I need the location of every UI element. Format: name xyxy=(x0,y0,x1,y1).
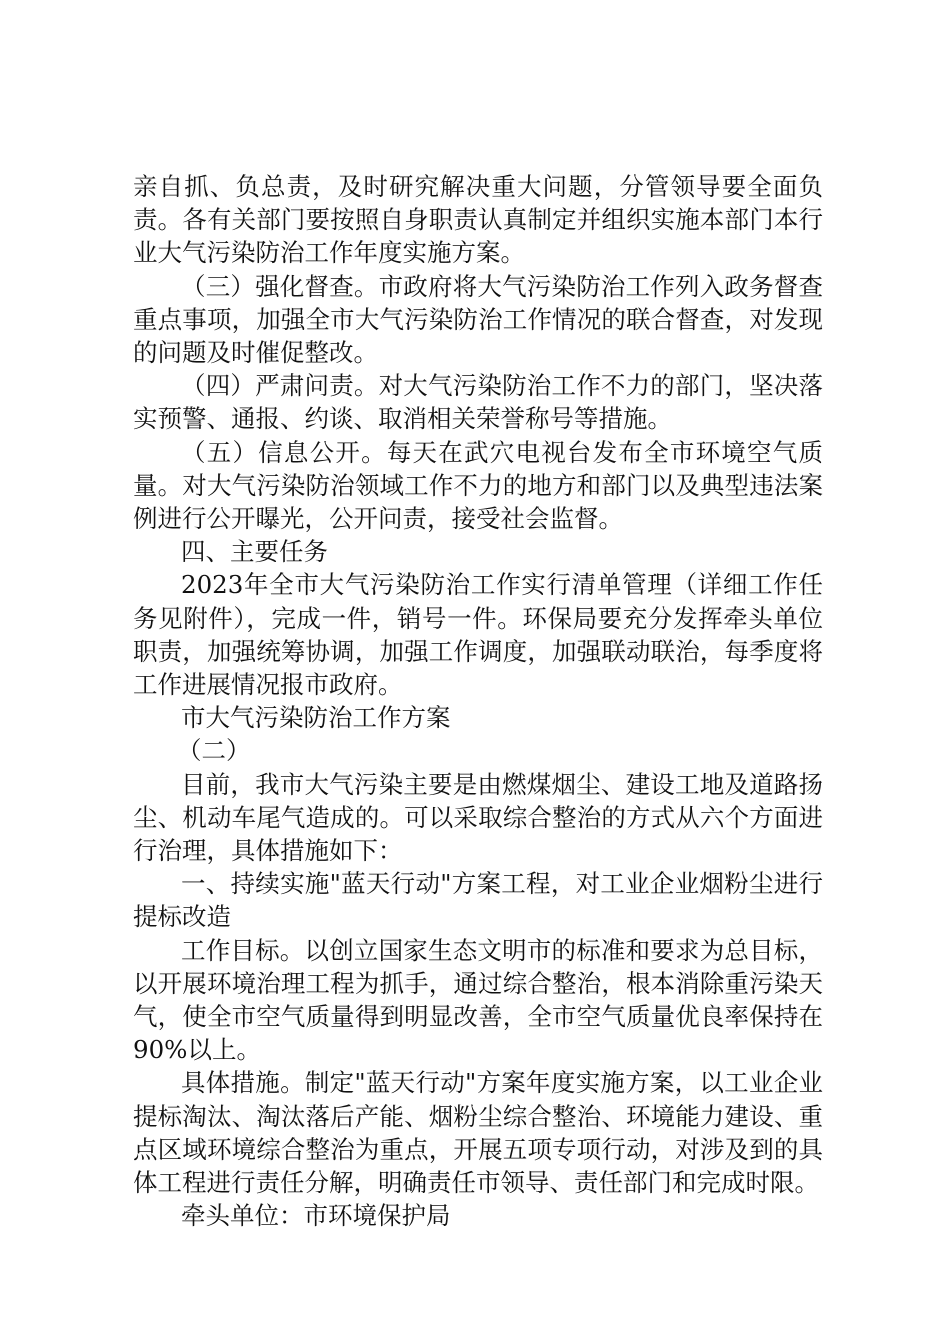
paragraph-info-disclosure: （五）信息公开。每天在武穴电视台发布全市环境空气质量。对大气污染防治领域工作不力的地方和部门以及典型违法案例进行公开曝光，公开问责，接受社会监督。 xyxy=(133,437,823,534)
paragraph-pollution-sources: 目前，我市大气污染主要是由燃煤烟尘、建设工地及道路扬尘、机动车尾气造成的。可以采取综合整治的方式从六个方面进行治理，具体措施如下： xyxy=(133,769,823,866)
section-heading-main-tasks: 四、主要任务 xyxy=(181,537,328,567)
document-subtitle: （二） xyxy=(177,736,251,766)
paragraph-task-list: 2023年全市大气污染防治工作实行清单管理（详细工作任务见附件），完成一件，销号一件。环保局要充分发挥牵头单位职责，加强统筹协调，加强工作调度，加强联动联治，每季度将工作进展情况报市政府。 xyxy=(133,570,823,700)
paragraph-accountability: （四）严肃问责。对大气污染防治工作不力的部门，坚决落实预警、通报、约谈、取消相关荣誉称号等措施。 xyxy=(133,371,823,434)
paragraph-supervision: （三）强化督查。市政府将大气污染防治工作列入政务督查重点事项，加强全市大气污染防治工作情况的联合督查，对发现的问题及时催促整改。 xyxy=(133,271,823,368)
paragraph-specific-measures: 具体措施。制定"蓝天行动"方案年度实施方案，以工业企业提标淘汰、淘汰落后产能、烟粉尘综合整治、环境能力建设、重点区域环境综合整治为重点，开展五项专项行动，对涉及到的具体工程进行责任分解，明确责任市领导、责任部门和完成时限。 xyxy=(133,1068,823,1198)
paragraph-leadership-duty: 亲自抓、负总责，及时研究解决重大问题，分管领导要全面负责。各有关部门要按照自身职责认真制定并组织实施本部门本行业大气污染防治工作年度实施方案。 xyxy=(133,172,823,268)
paragraph-lead-unit: 牵头单位：市环境保护局 xyxy=(181,1201,451,1231)
paragraph-work-goal: 工作目标。以创立国家生态文明市的标准和要求为总目标，以开展环境治理工程为抓手，通过综合整治，根本消除重污染天气，使全市空气质量得到明显改善，全市空气质量优良率保持在90%以上。 xyxy=(133,935,823,1065)
document-title: 市大气污染防治工作方案 xyxy=(181,703,451,733)
section-heading-blue-sky: 一、持续实施"蓝天行动"方案工程，对工业企业烟粉尘进行提标改造 xyxy=(133,869,823,932)
document-body xyxy=(133,170,823,1233)
